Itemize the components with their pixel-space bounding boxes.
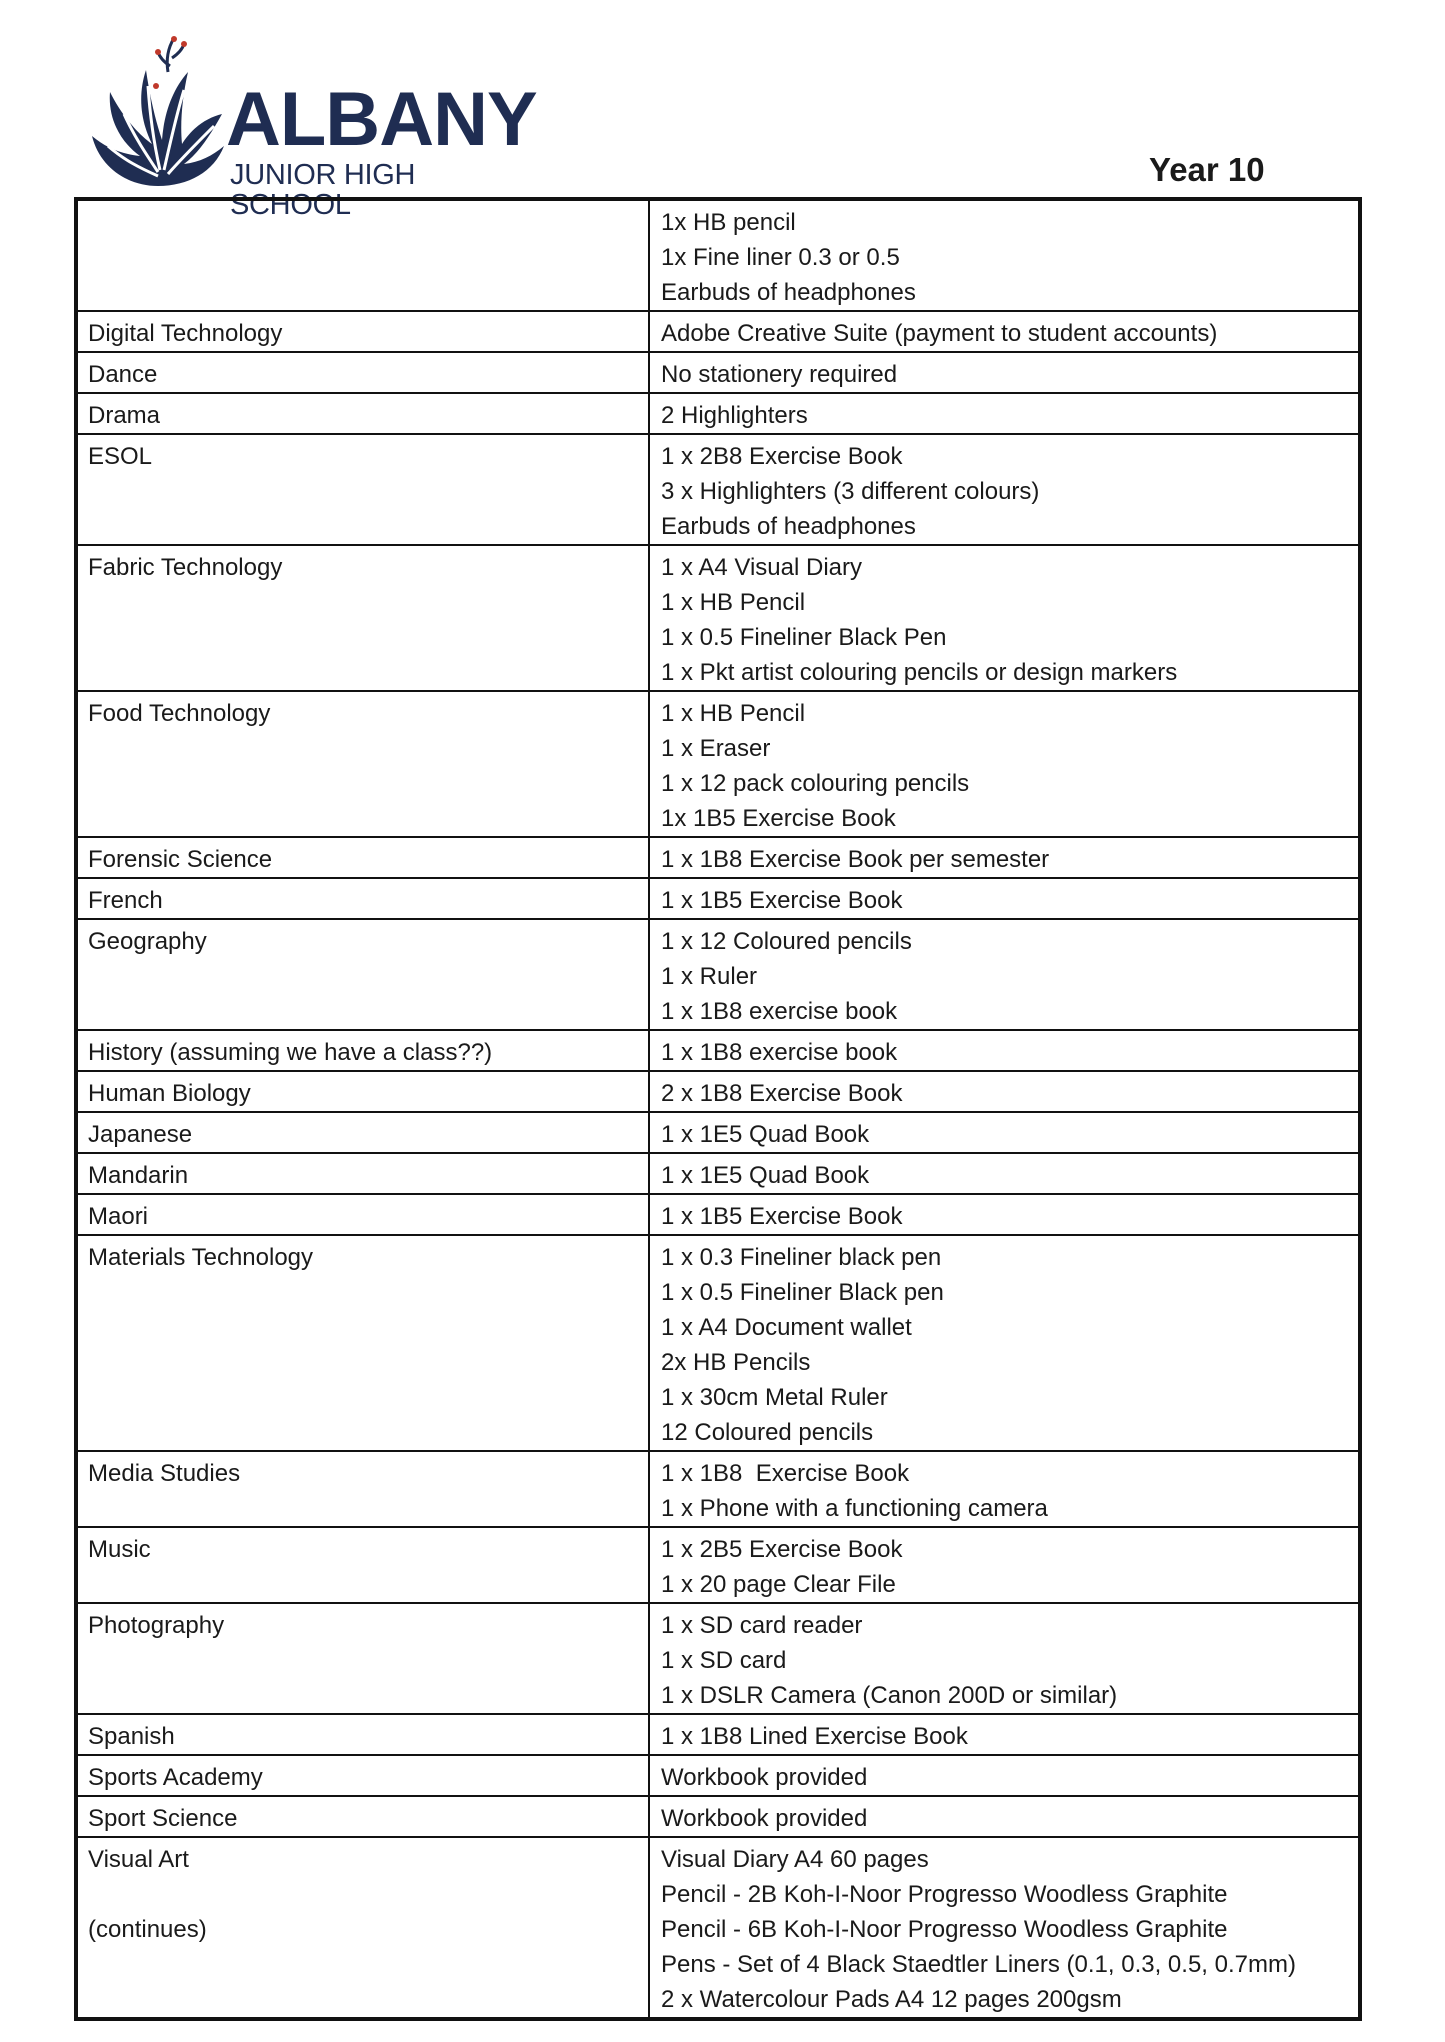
items-cell — [649, 1071, 1360, 1112]
stationery-item: 1 x 0.5 Fineliner Black Pen — [661, 624, 947, 651]
stationery-item: 1 x 1E5 Quad Book — [661, 1121, 870, 1148]
table-row — [76, 1153, 1360, 1194]
stationery-item: Visual Diary A4 60 pages — [661, 1846, 929, 1873]
table-row — [76, 1755, 1360, 1796]
stationery-item: 1 x 1B5 Exercise Book — [661, 887, 903, 914]
subject-name: Maori — [88, 1203, 149, 1230]
items-cell — [649, 393, 1360, 434]
subject-name: Visual Art — [88, 1846, 189, 1873]
table-row — [76, 352, 1360, 393]
stationery-item: 1 x Phone with a functioning camera — [661, 1495, 1048, 1522]
subject-cell — [76, 1451, 649, 1527]
subject-cell — [76, 878, 649, 919]
table-row — [76, 837, 1360, 878]
subject-name: Materials Technology — [88, 1244, 314, 1271]
items-cell — [649, 1796, 1360, 1837]
stationery-item: 1 x Eraser — [661, 735, 771, 762]
stationery-item: 1 x SD card — [661, 1647, 787, 1674]
logo-subtitle: JUNIOR HIGH SCHOOL — [230, 159, 416, 221]
subject-cell — [76, 1071, 649, 1112]
items-cell — [649, 1714, 1360, 1755]
table-row — [76, 1235, 1360, 1451]
subject-cell — [76, 1235, 649, 1451]
items-cell — [649, 545, 1360, 691]
subject-cell — [76, 837, 649, 878]
stationery-item: 1 x 0.5 Fineliner Black pen — [661, 1279, 944, 1306]
items-cell — [649, 1755, 1360, 1796]
subject-name: Music — [88, 1536, 151, 1563]
stationery-item: 2 x Watercolour Pads A4 12 pages 200gsm — [661, 1986, 1122, 2013]
stationery-item: 1 x 2B8 Exercise Book — [661, 443, 903, 470]
subject-cell — [76, 1714, 649, 1755]
stationery-item: 1x Fine liner 0.3 or 0.5 — [661, 244, 900, 271]
stationery-item: 1 x DSLR Camera (Canon 200D or similar) — [661, 1682, 1118, 1709]
subject-name: Sports Academy — [88, 1764, 263, 1791]
subject-name: Spanish — [88, 1723, 175, 1750]
table-row — [76, 691, 1360, 837]
stationery-item: Pens - Set of 4 Black Staedtler Liners (0.1, 0.3, 0.5, 0.7mm) — [661, 1951, 1296, 1978]
stationery-item: Workbook provided — [661, 1764, 868, 1791]
stationery-item: 1 x 1B8 exercise book — [661, 1039, 898, 1066]
stationery-item: 1 x A4 Document wallet — [661, 1314, 912, 1341]
table-row — [76, 1071, 1360, 1112]
table-row — [76, 1194, 1360, 1235]
subject-name: French — [88, 887, 163, 914]
subject-cell — [76, 1796, 649, 1837]
stationery-item: 1x HB pencil — [661, 209, 796, 236]
items-cell — [649, 352, 1360, 393]
subject-cell — [76, 393, 649, 434]
stationery-item: 1 x HB Pencil — [661, 700, 806, 727]
stationery-item: 1 x 2B5 Exercise Book — [661, 1536, 903, 1563]
stationery-item: Workbook provided — [661, 1805, 868, 1832]
subject-cell — [76, 199, 649, 311]
subject-name: Japanese — [88, 1121, 193, 1148]
table-row — [76, 1603, 1360, 1714]
stationery-item: Earbuds of headphones — [661, 513, 916, 540]
stationery-table-body — [76, 199, 1360, 2019]
subject-cell — [76, 1030, 649, 1071]
stationery-item: 2x HB Pencils — [661, 1349, 811, 1376]
stationery-item: 2 x 1B8 Exercise Book — [661, 1080, 903, 1107]
subject-name: Fabric Technology — [88, 554, 283, 581]
stationery-item: 1 x HB Pencil — [661, 589, 806, 616]
subject-name: Forensic Science — [88, 846, 273, 873]
table-row — [76, 311, 1360, 352]
table-row — [76, 434, 1360, 545]
table-row — [76, 1527, 1360, 1603]
stationery-table — [74, 197, 1362, 2021]
stationery-item: 1 x 1E5 Quad Book — [661, 1162, 870, 1189]
subject-name: Digital Technology — [88, 320, 283, 347]
stationery-item: 3 x Highlighters (3 different colours) — [661, 478, 1040, 505]
subject-name: Photography — [88, 1612, 225, 1639]
stationery-item: 12 Coloured pencils — [661, 1419, 874, 1446]
subject-name: Geography — [88, 928, 207, 955]
table-row — [76, 1030, 1360, 1071]
subject-name: Mandarin — [88, 1162, 189, 1189]
stationery-item: 1 x 20 page Clear File — [661, 1571, 896, 1598]
stationery-item: 1 x 0.3 Fineliner black pen — [661, 1244, 942, 1271]
subject-name: Sport Science — [88, 1805, 238, 1832]
items-cell — [649, 1603, 1360, 1714]
items-cell — [649, 1235, 1360, 1451]
items-cell — [649, 1112, 1360, 1153]
items-cell — [649, 878, 1360, 919]
table-row — [76, 878, 1360, 919]
stationery-item: 1 x 12 pack colouring pencils — [661, 770, 970, 797]
items-cell — [649, 837, 1360, 878]
stationery-item: 1 x 1B5 Exercise Book — [661, 1203, 903, 1230]
items-cell — [649, 1837, 1360, 2019]
spacer — [88, 1877, 638, 1912]
subject-cell — [76, 434, 649, 545]
items-cell — [649, 1451, 1360, 1527]
subject-note: (continues) — [88, 1916, 207, 1943]
school-logo — [88, 36, 537, 221]
subject-cell — [76, 1603, 649, 1714]
table-row — [76, 1837, 1360, 2019]
items-cell — [649, 1030, 1360, 1071]
year-label: Year 10 — [1149, 151, 1265, 188]
table-row — [76, 199, 1360, 311]
subject-cell — [76, 1153, 649, 1194]
table-row — [76, 1112, 1360, 1153]
stationery-item: Earbuds of headphones — [661, 279, 916, 306]
subject-cell — [76, 1527, 649, 1603]
stationery-item: 1 x 1B8 exercise book — [661, 998, 898, 1025]
items-cell — [649, 1194, 1360, 1235]
subject-name: ESOL — [88, 443, 153, 470]
stationery-item: 1 x 1B8 Exercise Book per semester — [661, 846, 1050, 873]
items-cell — [649, 199, 1360, 311]
stationery-item: 1 x Pkt artist colouring pencils or design markers — [661, 659, 1178, 686]
subject-name: Dance — [88, 361, 158, 388]
subject-name: Food Technology — [88, 700, 271, 727]
subject-cell — [76, 919, 649, 1030]
subject-cell — [76, 1112, 649, 1153]
items-cell — [649, 919, 1360, 1030]
items-cell — [649, 1527, 1360, 1603]
stationery-item: 1 x SD card reader — [661, 1612, 863, 1639]
stationery-item: Adobe Creative Suite (payment to student accounts) — [661, 320, 1218, 347]
stationery-item: 1 x 30cm Metal Ruler — [661, 1384, 888, 1411]
stationery-item: 1x 1B5 Exercise Book — [661, 805, 896, 832]
subject-name: Media Studies — [88, 1460, 241, 1487]
subject-name: History (assuming we have a class??) — [88, 1039, 493, 1066]
subject-cell — [76, 545, 649, 691]
stationery-item: 1 x 1B8 Lined Exercise Book — [661, 1723, 968, 1750]
stationery-item: Pencil - 2B Koh-I-Noor Progresso Woodless Graphite — [661, 1881, 1228, 1908]
harakeke-flax-icon — [88, 36, 228, 192]
subject-cell — [76, 691, 649, 837]
subject-cell — [76, 1194, 649, 1235]
stationery-item: 1 x 1B8 Exercise Book — [661, 1460, 910, 1487]
logo-name: ALBANY — [226, 77, 537, 162]
table-row — [76, 1796, 1360, 1837]
table-row — [76, 393, 1360, 434]
subject-cell — [76, 1837, 649, 2019]
stationery-item: 1 x A4 Visual Diary — [661, 554, 862, 581]
table-row — [76, 1714, 1360, 1755]
table-row — [76, 919, 1360, 1030]
stationery-item: Pencil - 6B Koh-I-Noor Progresso Woodless Graphite — [661, 1916, 1228, 1943]
stationery-item: No stationery required — [661, 361, 898, 388]
subject-cell — [76, 1755, 649, 1796]
items-cell — [649, 311, 1360, 352]
table-row — [76, 1451, 1360, 1527]
table-row — [76, 545, 1360, 691]
page-header — [0, 0, 1445, 221]
items-cell — [649, 1153, 1360, 1194]
stationery-item: 2 Highlighters — [661, 402, 808, 429]
stationery-item: 1 x 12 Coloured pencils — [661, 928, 912, 955]
stationery-item: 1 x Ruler — [661, 963, 758, 990]
subject-cell — [76, 352, 649, 393]
subject-cell — [76, 311, 649, 352]
subject-name: Drama — [88, 402, 161, 429]
subject-name: Human Biology — [88, 1080, 251, 1107]
items-cell — [649, 691, 1360, 837]
items-cell — [649, 434, 1360, 545]
